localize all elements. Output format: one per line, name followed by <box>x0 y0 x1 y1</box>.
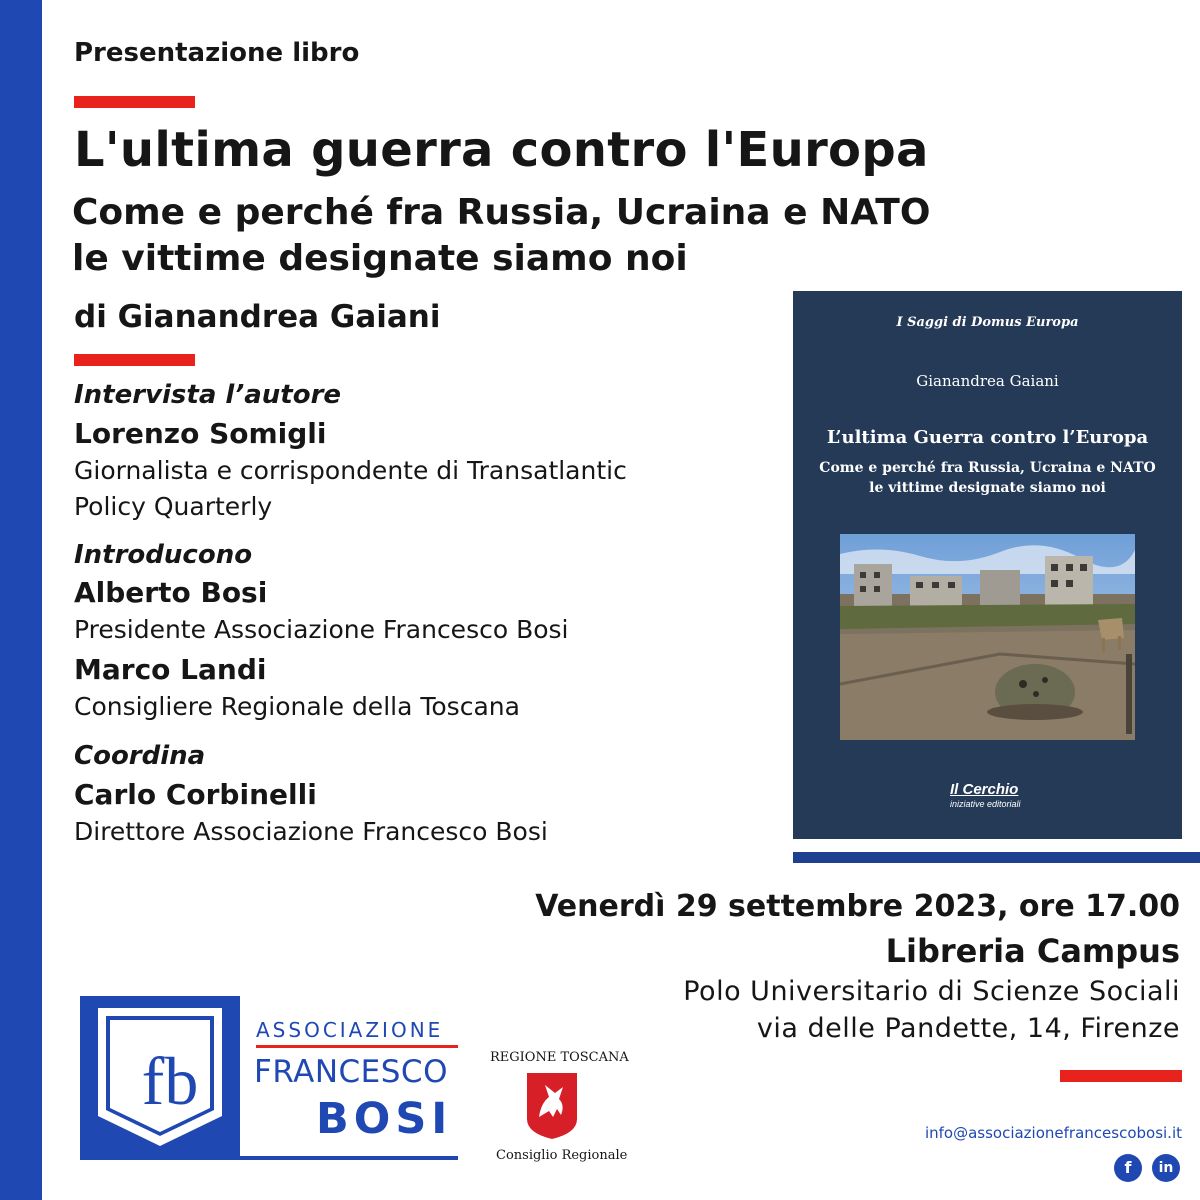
venue-address-line-1: Polo Universitario di Scienze Sociali <box>683 976 1180 1007</box>
speaker-desc: Direttore Associazione Francesco Bosi <box>74 817 548 846</box>
book-series: I Saggi di Domus Europa <box>896 315 1079 330</box>
role-intro: Introducono <box>74 540 253 570</box>
publisher-name: Il Cerchio <box>950 781 1019 798</box>
speaker-desc: Giornalista e corrispondente di Transatlantic <box>74 456 627 485</box>
contact-email[interactable]: info@associazionefrancescobosi.it <box>924 1124 1182 1142</box>
book-cover <box>793 291 1182 839</box>
linkedin-icon[interactable]: in <box>1152 1154 1180 1182</box>
speaker-name: Lorenzo Somigli <box>74 417 327 450</box>
speaker-desc: Consigliere Regionale della Toscana <box>74 692 520 721</box>
war-ruins-photo <box>840 534 1135 740</box>
event-venue: Libreria Campus <box>885 932 1180 970</box>
speaker-desc: Policy Quarterly <box>74 492 273 521</box>
role-coord: Coordina <box>74 741 206 771</box>
assoc-line-1: ASSOCIAZIONE <box>256 1018 444 1042</box>
assoc-red-line <box>256 1045 458 1048</box>
region-name: REGIONE TOSCANA <box>490 1050 629 1065</box>
speaker-name: Alberto Bosi <box>74 576 268 609</box>
association-logo-mark <box>80 996 240 1158</box>
assoc-line-3: BOSI <box>316 1094 453 1144</box>
left-accent-bar <box>0 0 42 1200</box>
book-cover-subtitle-1: Come e perché fra Russia, Ucraina e NATO <box>819 460 1156 476</box>
region-crest-icon <box>527 1073 577 1139</box>
facebook-icon[interactable]: f <box>1114 1154 1142 1182</box>
book-subtitle-line-2: le vittime designate siamo noi <box>72 238 688 279</box>
event-date: Venerdì 29 settembre 2023, ore 17.00 <box>535 889 1180 924</box>
speaker-name: Carlo Corbinelli <box>74 778 317 811</box>
event-type-label: Presentazione libro <box>74 38 360 68</box>
author-name: di Gianandrea Gaiani <box>74 299 441 335</box>
book-cover-author: Gianandrea Gaiani <box>916 372 1059 390</box>
speaker-desc: Presidente Associazione Francesco Bosi <box>74 615 569 644</box>
monogram: fb <box>141 1043 199 1119</box>
region-council: Consiglio Regionale <box>496 1148 628 1163</box>
speaker-name: Marco Landi <box>74 653 267 686</box>
red-divider <box>74 354 195 366</box>
red-divider <box>74 96 195 108</box>
assoc-line-2: FRANCESCO <box>254 1054 448 1090</box>
blue-divider <box>793 852 1200 863</box>
book-subtitle-line-1: Come e perché fra Russia, Ucraina e NATO <box>72 192 931 233</box>
assoc-underline <box>80 1156 458 1160</box>
role-interview: Intervista l’autore <box>74 380 342 410</box>
book-title: L'ultima guerra contro l'Europa <box>74 122 929 178</box>
publisher-tagline: iniziative editoriali <box>950 799 1021 809</box>
book-cover-title: L’ultima Guerra contro l’Europa <box>826 427 1149 448</box>
book-cover-subtitle-2: le vittime designate siamo noi <box>869 480 1106 496</box>
red-divider <box>1060 1070 1182 1082</box>
venue-address-line-2: via delle Pandette, 14, Firenze <box>756 1013 1180 1044</box>
